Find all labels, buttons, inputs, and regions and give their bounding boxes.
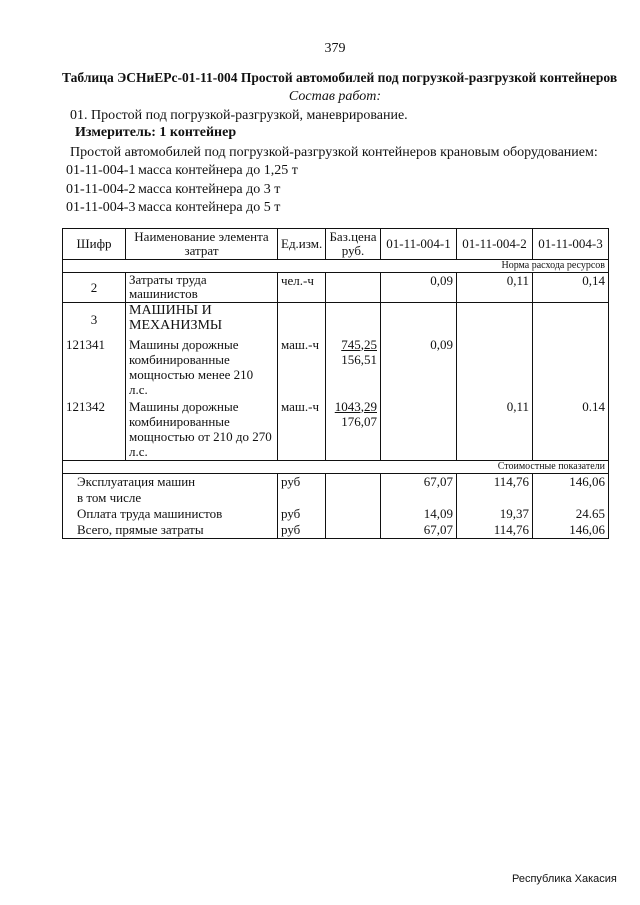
labor-value-1: 0,09 xyxy=(381,273,457,303)
table-header-row xyxy=(63,229,609,260)
variant-text: масса контейнера до 1,25 т xyxy=(138,163,298,178)
work-description: Простой автомобилей под погрузкой-разгрузкой контейнеров крановым оборудованием: xyxy=(70,145,598,160)
cost-row-including xyxy=(63,490,609,506)
cost-exploitation-name: Эксплуатация машин xyxy=(63,474,278,491)
machine-value-3: 0.14 xyxy=(533,399,609,461)
measurement-unit: Измеритель: 1 контейнер xyxy=(75,125,237,140)
labor-row xyxy=(63,273,609,303)
labor-unit: чел.-ч xyxy=(278,273,326,303)
variant-text: масса контейнера до 3 т xyxy=(138,182,281,197)
header-variant-3: 01-11-004-3 xyxy=(533,229,609,260)
variant-code: 01-11-004-2 xyxy=(66,182,136,197)
machines-section-code: 3 xyxy=(63,303,126,337)
cost-exploitation-unit: руб xyxy=(278,474,326,491)
page-number: 379 xyxy=(324,41,346,56)
work-composition-heading: Состав работ: xyxy=(288,89,382,104)
variant-item xyxy=(66,182,280,198)
machine-value-2 xyxy=(457,337,533,399)
cost-exploitation-value-1: 67,07 xyxy=(381,474,457,491)
labor-value-3: 0,14 xyxy=(533,273,609,303)
machine-price xyxy=(326,399,381,461)
cost-including-label: в том числе xyxy=(63,490,278,506)
norm-section-row xyxy=(63,260,609,273)
machine-value-1: 0,09 xyxy=(381,337,457,399)
machine-unit: маш.-ч xyxy=(278,399,326,461)
variant-text: масса контейнера до 5 т xyxy=(138,200,281,215)
header-variant-2: 01-11-004-2 xyxy=(457,229,533,260)
cost-total-name: Всего, прямые затраты xyxy=(63,522,278,539)
machine-name: Машины дорожные комбинированные мощностью менее 210 л.с. xyxy=(126,337,278,399)
header-name: Наименование элемента затрат xyxy=(126,229,278,260)
cost-exploitation-value-2: 114,76 xyxy=(457,474,533,491)
machine-price-bottom: 156,51 xyxy=(341,351,377,367)
table-title: Таблица ЭСНиЕРс-01-11-004 Простой автомобилей под погрузкой-разгрузкой контейнеров xyxy=(62,70,618,85)
labor-code: 2 xyxy=(63,273,126,303)
cost-row-total xyxy=(63,522,609,539)
cost-operator-pay-value-2: 19,37 xyxy=(457,506,533,522)
cost-exploitation-value-3: 146,06 xyxy=(533,474,609,491)
machine-price-top: 745,25 xyxy=(341,336,377,352)
machines-section-title: МАШИНЫ И МЕХАНИЗМЫ xyxy=(126,303,278,337)
cost-operator-pay-value-3: 24.65 xyxy=(533,506,609,522)
machine-price-bottom: 176,07 xyxy=(341,413,377,429)
cost-operator-pay-name: Оплата труда машинистов xyxy=(63,506,278,522)
machine-value-2: 0,11 xyxy=(457,399,533,461)
cost-operator-pay-value-1: 14,09 xyxy=(381,506,457,522)
cost-total-value-1: 67,07 xyxy=(381,522,457,539)
cost-row-exploitation xyxy=(63,474,609,491)
machine-name: Машины дорожные комбинированные мощностью от 210 до 270 л.с. xyxy=(126,399,278,461)
machine-unit: маш.-ч xyxy=(278,337,326,399)
machine-code: 121342 xyxy=(63,399,126,461)
cost-total-unit: руб xyxy=(278,522,326,539)
variant-item xyxy=(66,163,298,179)
labor-base-price xyxy=(326,273,381,303)
machine-row xyxy=(63,399,609,461)
header-unit: Ед.изм. xyxy=(278,229,326,260)
cost-row-operator-pay xyxy=(63,506,609,522)
variant-code: 01-11-004-1 xyxy=(66,163,136,178)
norm-section-label: Норма расхода ресурсов xyxy=(63,260,609,273)
machines-section-row xyxy=(63,303,609,337)
variant-code: 01-11-004-3 xyxy=(66,200,136,215)
machine-code: 121341 xyxy=(63,337,126,399)
page-footer: Республика Хакасия xyxy=(512,873,617,885)
machine-value-1 xyxy=(381,399,457,461)
cost-total-value-3: 146,06 xyxy=(533,522,609,539)
labor-name: Затраты труда машинистов xyxy=(126,273,278,303)
machine-row xyxy=(63,337,609,399)
cost-total-value-2: 114,76 xyxy=(457,522,533,539)
cost-operator-pay-unit: руб xyxy=(278,506,326,522)
labor-value-2: 0,11 xyxy=(457,273,533,303)
resource-table xyxy=(62,228,609,539)
machine-price-top: 1043,29 xyxy=(334,398,377,414)
cost-section-row xyxy=(63,461,609,474)
cost-section-label: Стоимостные показатели xyxy=(63,461,609,474)
variant-item xyxy=(66,200,280,216)
header-variant-1: 01-11-004-1 xyxy=(381,229,457,260)
work-composition-item: 01. Простой под погрузкой-разгрузкой, маневрирование. xyxy=(70,108,408,123)
machine-value-3 xyxy=(533,337,609,399)
header-code: Шифр xyxy=(63,229,126,260)
header-base-price: Баз.цена руб. xyxy=(326,229,381,260)
machine-price xyxy=(326,337,381,399)
